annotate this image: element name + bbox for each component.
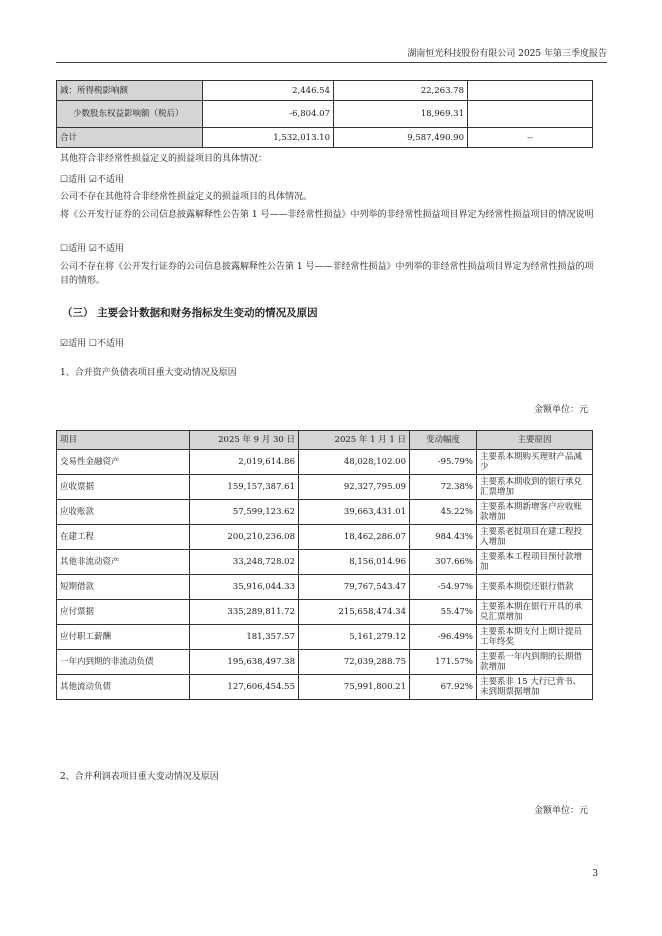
table-row: [57, 575, 593, 600]
table-row: [57, 525, 593, 550]
item-cell: 短期借款: [57, 575, 190, 600]
non-recurring-gains-table: [56, 80, 593, 148]
end-balance-cell: 57,599,123.62: [190, 500, 299, 525]
reason-cell: 主要系本工程项目预付款增加: [477, 550, 593, 575]
page-number: 3: [592, 869, 598, 879]
table-row: [57, 101, 593, 128]
note-cell: [468, 81, 593, 101]
end-balance-cell: 127,606,454.55: [190, 675, 299, 700]
subsection-balance-sheet: 1、合并资产负债表项目重大变动情况及原因: [60, 368, 237, 378]
change-rate-cell: 45.22%: [410, 500, 477, 525]
current-period-value: -6,804.07: [203, 101, 334, 128]
paragraph-reclassification: 将《公开发行证券的公司信息披露解释性公告第 1 号——非经常性损益》中列举的非经常性损益项目界定为经常性损益项目的情况说明: [60, 210, 594, 220]
table-row: [57, 450, 593, 475]
table-row: [57, 650, 593, 675]
ytd-value: 9,587,490.90: [334, 128, 468, 148]
current-period-value: 2,446.54: [203, 81, 334, 101]
change-rate-cell: 67.92%: [410, 675, 477, 700]
reason-cell: 主要系本期偿还银行借款: [477, 575, 593, 600]
table-row: [57, 675, 593, 700]
change-rate-cell: 307.66%: [410, 550, 477, 575]
item-cell: 在建工程: [57, 525, 190, 550]
paragraph-no-reclassification: 公司不存在将《公开发行证券的公司信息披露解释性公告第 1 号——非经常性损益》中列举的非经常性损益项目界定为经常性损益的项目的情形。: [60, 262, 594, 286]
end-balance-cell: 33,248,728.02: [190, 550, 299, 575]
change-rate-cell: -95.79%: [410, 450, 477, 475]
ytd-value: 18,969.31: [334, 101, 468, 128]
table-row: [57, 128, 593, 148]
reason-cell: 主要系本期在银行开具的承兑汇票增加: [477, 600, 593, 625]
paragraph-other-items: 其他符合非经常性损益定义的损益项目的具体情况：: [60, 154, 268, 164]
end-balance-cell: 159,157,387.61: [190, 475, 299, 500]
current-period-value: 1,532,013.10: [203, 128, 334, 148]
section-title: （三） 主要会计数据和财务指标发生变动的情况及原因: [62, 307, 318, 319]
ytd-value: 22,263.78: [334, 81, 468, 101]
change-rate-cell: 72.38%: [410, 475, 477, 500]
reason-cell: 主要系本期新增客户应收账款增加: [477, 500, 593, 525]
reason-cell: 主要系本期购买理财产品减少: [477, 450, 593, 475]
column-header: 2025 年 1 月 1 日: [299, 431, 410, 450]
reason-cell: 主要系老挝项目在建工程投入增加: [477, 525, 593, 550]
begin-balance-cell: 72,039,288.75: [299, 650, 410, 675]
begin-balance-cell: 18,462,286.07: [299, 525, 410, 550]
row-label: 少数股东权益影响额（税后）: [57, 101, 203, 128]
item-cell: 应收票据: [57, 475, 190, 500]
reason-cell: 主要系非 15 大行已背书、未到期票据增加: [477, 675, 593, 700]
balance-sheet-changes-table: [56, 430, 593, 700]
table-row: [57, 81, 593, 101]
begin-balance-cell: 75,991,800.21: [299, 675, 410, 700]
column-header: 2025 年 9 月 30 日: [190, 431, 299, 450]
item-cell: 应付职工薪酬: [57, 625, 190, 650]
header-divider: [56, 62, 607, 63]
applicability-checkbox-1: ☐适用 ☑不适用: [60, 175, 124, 185]
table-row: [57, 625, 593, 650]
change-rate-cell: 171.57%: [410, 650, 477, 675]
row-label: 合计: [57, 128, 203, 148]
amount-unit-label: 金额单位：元: [533, 405, 588, 415]
table-row: [57, 500, 593, 525]
table-row: [57, 550, 593, 575]
applicability-checkbox-2: ☐适用 ☑不适用: [60, 244, 124, 254]
row-label: 减：所得税影响额: [57, 81, 203, 101]
begin-balance-cell: 8,156,014.96: [299, 550, 410, 575]
change-rate-cell: -96.49%: [410, 625, 477, 650]
end-balance-cell: 200,210,236.08: [190, 525, 299, 550]
reason-cell: 主要系本期支付上期计提员工年终奖: [477, 625, 593, 650]
change-rate-cell: 55.47%: [410, 600, 477, 625]
amount-unit-label-2: 金额单位：元: [533, 806, 588, 816]
reason-cell: 主要系一年内到期的长期借款增加: [477, 650, 593, 675]
change-rate-cell: 984.43%: [410, 525, 477, 550]
begin-balance-cell: 92,327,795.09: [299, 475, 410, 500]
begin-balance-cell: 39,663,431.01: [299, 500, 410, 525]
note-cell: --: [468, 128, 593, 148]
item-cell: 其他流动负债: [57, 675, 190, 700]
table-row: [57, 475, 593, 500]
column-header: 项目: [57, 431, 190, 450]
column-header: 变动幅度: [410, 431, 477, 450]
item-cell: 应收账款: [57, 500, 190, 525]
end-balance-cell: 335,289,811.72: [190, 600, 299, 625]
report-header-title: 湖南恒光科技股份有限公司 2025 年第三季度报告: [407, 49, 607, 59]
end-balance-cell: 181,357.57: [190, 625, 299, 650]
reason-cell: 主要系本期收到的银行承兑汇票增加: [477, 475, 593, 500]
begin-balance-cell: 5,161,279.12: [299, 625, 410, 650]
begin-balance-cell: 79,767,543.47: [299, 575, 410, 600]
begin-balance-cell: 215,658,474.34: [299, 600, 410, 625]
paragraph-no-other-items: 公司不存在其他符合非经常性损益定义的损益项目的具体情况。: [60, 192, 313, 202]
subsection-income-statement: 2、合并利润表项目重大变动情况及原因: [60, 772, 219, 782]
end-balance-cell: 35,916,044.33: [190, 575, 299, 600]
item-cell: 一年内到期的非流动负债: [57, 650, 190, 675]
end-balance-cell: 195,638,497.38: [190, 650, 299, 675]
item-cell: 其他非流动资产: [57, 550, 190, 575]
column-header: 主要原因: [477, 431, 593, 450]
end-balance-cell: 2,019,614.86: [190, 450, 299, 475]
table-header-row: [57, 431, 593, 450]
item-cell: 应付票据: [57, 600, 190, 625]
begin-balance-cell: 48,028,102.00: [299, 450, 410, 475]
item-cell: 交易性金融资产: [57, 450, 190, 475]
table-row: [57, 600, 593, 625]
applicability-checkbox-3: ☑适用 ☐不适用: [60, 339, 124, 349]
note-cell: [468, 101, 593, 128]
change-rate-cell: -54.97%: [410, 575, 477, 600]
